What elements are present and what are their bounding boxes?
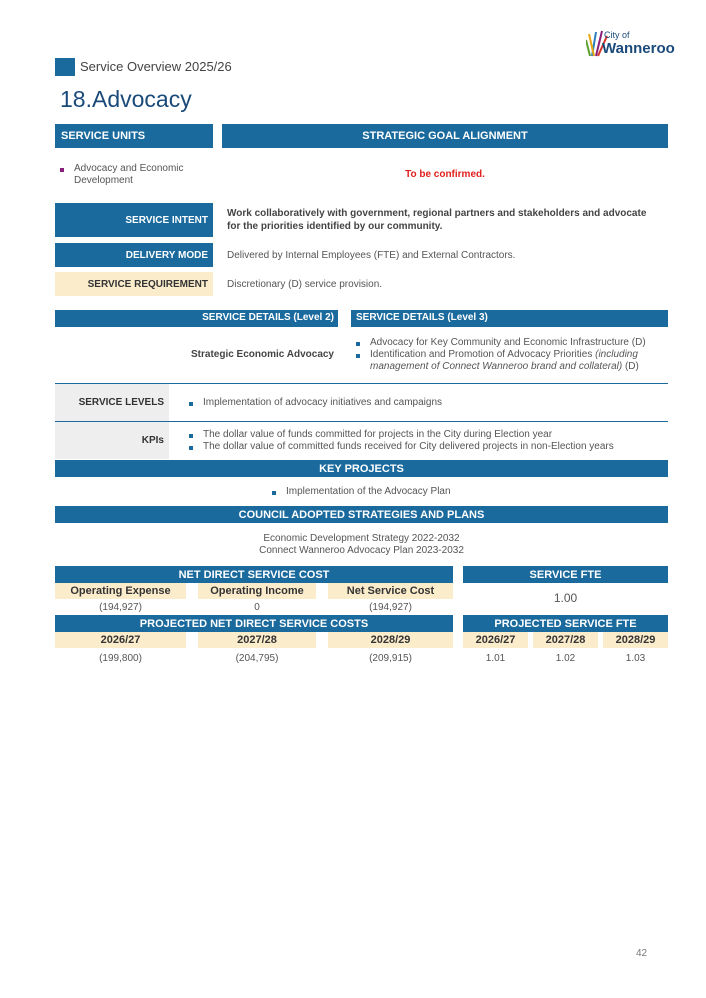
- projected-fte-col-header: [533, 632, 598, 648]
- projected-fte-col-label: 2026/27: [475, 634, 516, 646]
- net-direct-cost-label: NET DIRECT SERVICE COST: [178, 568, 330, 581]
- level3-item-suffix: (D): [622, 361, 639, 372]
- header-square: [55, 58, 75, 76]
- projected-fte-header: [463, 615, 668, 632]
- service-units-header: SERVICE UNITS: [55, 124, 213, 148]
- council-strategies-label: COUNCIL ADOPTED STRATEGIES AND PLANS: [238, 508, 485, 521]
- projected-fte-col-label: 2028/29: [615, 634, 656, 646]
- kpi-item: The dollar value of committed funds received for City delivered projects in non-Election years: [189, 441, 659, 453]
- service-intent-label-cell: [55, 203, 213, 237]
- net-cost-col-label: Operating Expense: [70, 585, 171, 597]
- service-intent-label: SERVICE INTENT: [125, 214, 208, 226]
- key-projects-header: [55, 460, 668, 477]
- level3-item: [356, 337, 656, 349]
- council-strategy-item: Connect Wanneroo Advocacy Plan 2023-2032: [259, 545, 464, 556]
- projected-cost-col-header: [55, 632, 186, 648]
- level3-item-text: Advocacy for Key Community and Economic Infrastructure (D): [370, 337, 646, 348]
- projected-fte-col-header: [463, 632, 528, 648]
- delivery-mode-label-cell: [55, 243, 213, 267]
- service-intent-value: Work collaboratively with government, regional partners and stakeholders and advocate for the priorities identified by our community.: [227, 208, 647, 232]
- projected-cost-value: (209,915): [369, 653, 412, 664]
- service-details-level3-label: SERVICE DETAILS (Level 3): [356, 312, 488, 323]
- projected-fte-label: PROJECTED SERVICE FTE: [494, 617, 637, 630]
- service-details-level3-list: [356, 337, 656, 373]
- council-strategy-item: Economic Development Strategy 2022-2032: [263, 533, 460, 544]
- service-requirement-value: Discretionary (D) service provision.: [227, 279, 383, 290]
- net-cost-value: 0: [254, 602, 260, 613]
- service-levels-label-cell: [55, 384, 169, 421]
- net-cost-col-header: [198, 583, 316, 599]
- projected-cost-col-label: 2027/28: [237, 634, 277, 646]
- level3-item-text: Identification and Promotion of Advocacy Priorities: [370, 349, 596, 360]
- city-logo: [586, 28, 676, 62]
- kpi-item: The dollar value of funds committed for projects in the City during Election year: [189, 429, 659, 441]
- delivery-mode-value: Delivered by Internal Employees (FTE) and External Contractors.: [227, 250, 516, 261]
- strategic-goal-header: [222, 124, 668, 148]
- projected-cost-value: (199,800): [99, 653, 142, 664]
- service-levels-label: SERVICE LEVELS: [78, 397, 164, 408]
- level3-item-italic: (including management of Connect Wanneroo brand and collateral): [370, 349, 638, 372]
- net-cost-value: (194,927): [369, 602, 412, 613]
- strategic-goal-label: STRATEGIC GOAL ALIGNMENT: [362, 130, 528, 142]
- kpis-list: [189, 429, 659, 453]
- service-fte-header: [463, 566, 668, 583]
- service-details-level2-value: Strategic Economic Advocacy: [190, 349, 334, 360]
- net-cost-value: (194,927): [99, 602, 142, 613]
- net-cost-col-header: [55, 583, 186, 599]
- delivery-mode-label: DELIVERY MODE: [125, 249, 208, 261]
- kpis-label: KPIs: [141, 435, 164, 446]
- key-project-item: Implementation of the Advocacy Plan: [272, 486, 572, 497]
- projected-cost-col-label: 2026/27: [100, 634, 141, 646]
- net-cost-col-header: [328, 583, 453, 599]
- projected-fte-value: 1.03: [625, 653, 646, 664]
- service-fte-value: 1.00: [553, 591, 578, 605]
- projected-cost-label: PROJECTED NET DIRECT SERVICE COSTS: [139, 617, 369, 630]
- projected-cost-header: [55, 615, 453, 632]
- projected-cost-value: (204,795): [235, 653, 279, 664]
- key-projects-label: KEY PROJECTS: [319, 462, 404, 475]
- service-fte-label: SERVICE FTE: [529, 568, 602, 581]
- net-direct-cost-header: [55, 566, 453, 583]
- council-strategies-header: [55, 506, 668, 523]
- net-cost-col-label: Net Service Cost: [346, 585, 435, 597]
- service-levels-list: [189, 397, 659, 408]
- net-cost-col-label: Operating Income: [210, 585, 304, 597]
- service-details-level3-header: [351, 310, 668, 327]
- service-unit-item: Advocacy and Economic Development: [60, 163, 210, 187]
- projected-cost-col-header: [328, 632, 453, 648]
- page-number: 42: [636, 948, 648, 959]
- logo-text-top: City of: [604, 30, 630, 40]
- level3-item: [356, 349, 656, 373]
- logo-text-bottom: Wanneroo: [602, 40, 675, 57]
- projected-fte-col-header: [603, 632, 668, 648]
- kpis-label-cell: [55, 422, 169, 459]
- service-details-level2-header: SERVICE DETAILS (Level 2): [55, 312, 334, 323]
- projected-fte-value: 1.01: [485, 653, 506, 664]
- projected-fte-col-label: 2027/28: [545, 634, 586, 646]
- page-title: 18.Advocacy: [60, 86, 192, 112]
- service-level-item: Implementation of advocacy initiatives and campaigns: [189, 397, 659, 408]
- projected-cost-col-header: [198, 632, 316, 648]
- header-subtitle: Service Overview 2025/26: [80, 59, 232, 74]
- service-requirement-label: SERVICE REQUIREMENT: [87, 278, 208, 290]
- projected-fte-value: 1.02: [555, 653, 576, 664]
- service-units-list: [60, 163, 210, 187]
- service-requirement-label-cell: [55, 272, 213, 296]
- key-projects-list: [272, 486, 572, 497]
- strategic-goal-value: To be confirmed.: [405, 169, 485, 180]
- projected-cost-col-label: 2028/29: [370, 634, 411, 646]
